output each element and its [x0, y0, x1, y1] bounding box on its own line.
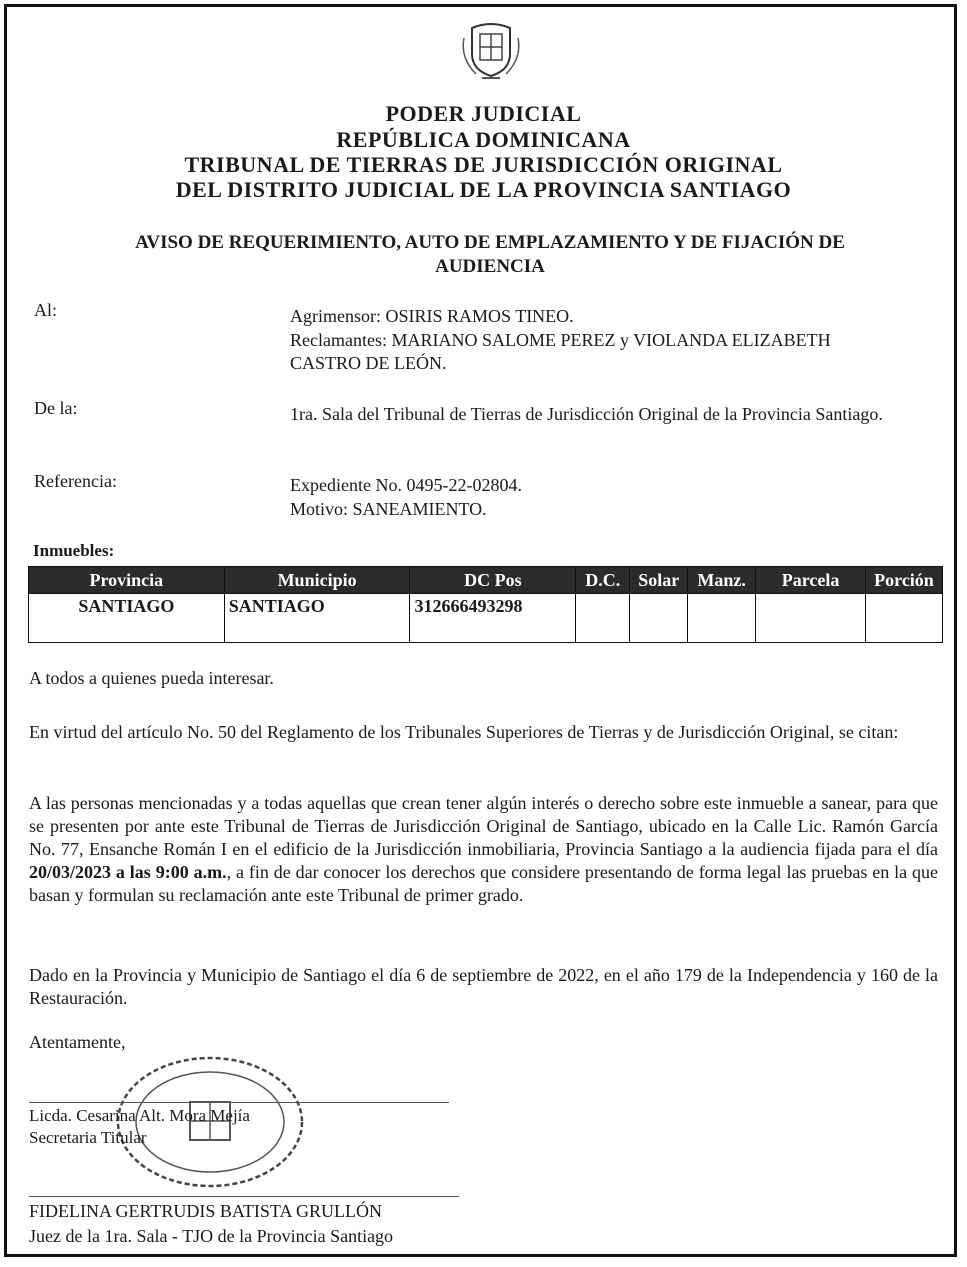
col-header-dc-pos: DC Pos [410, 567, 576, 594]
al-claimants-cont: CASTRO DE LEÓN. [290, 353, 447, 373]
col-header-provincia: Provincia [29, 567, 225, 594]
secretary-signature-line [29, 1102, 449, 1103]
cell-parcela [756, 594, 866, 643]
closing: Atentamente, [29, 1032, 126, 1052]
judge-title: Juez de la 1ra. Sala - TJO de la Provincia Santiago [29, 1226, 394, 1246]
cell-solar [630, 594, 688, 643]
cell-dc-pos: 312666493298 [410, 594, 576, 643]
cell-dc [576, 594, 630, 643]
al-surveyor: Agrimensor: OSIRIS RAMOS TINEO. [290, 306, 574, 326]
de-la-text: 1ra. Sala del Tribunal de Tierras de Jurisdicción Original de la Provincia Santiago. [290, 404, 883, 424]
judge-name: FIDELINA GERTRUDIS BATISTA GRULLÓN [29, 1201, 382, 1221]
cell-porcion [865, 594, 942, 643]
secretary-title: Secretaria Titular [29, 1128, 147, 1147]
header-line-2: REPÚBLICA DOMINICANA [336, 127, 631, 152]
cell-municipio: SANTIAGO [224, 594, 410, 643]
salutation-paragraph: A todos a quienes pueda interesar. [29, 668, 274, 688]
cell-provincia: SANTIAGO [29, 594, 225, 643]
judge-signature-line [29, 1196, 459, 1197]
col-header-solar: Solar [630, 567, 688, 594]
property-table [28, 566, 943, 643]
header-line-1: PODER JUDICIAL [385, 101, 582, 126]
header-line-4: DEL DISTRITO JUDICIAL DE LA PROVINCIA SANTIAGO [175, 177, 792, 202]
article-paragraph: En virtud del artículo No. 50 del Reglamento de los Tribunales Superiores de Tierras y de Jurisdicción Original, se citan: [29, 722, 899, 742]
al-label: Al: [34, 300, 58, 320]
col-header-municipio: Municipio [224, 567, 410, 594]
secretary-name: Licda. Cesarina Alt. Mora Mejía [29, 1106, 250, 1125]
referencia-label: Referencia: [34, 471, 117, 491]
notice-title-line-2: AUDIENCIA [435, 256, 545, 277]
expediente-number: Expediente No. 0495-22-02804. [290, 475, 522, 495]
notice-title-line-1: AVISO DE REQUERIMIENTO, AUTO DE EMPLAZAMIENTO Y DE FIJACIÓN DE [135, 232, 845, 253]
col-header-dc: D.C. [576, 567, 630, 594]
summons-paragraph [29, 792, 938, 907]
dated-paragraph: Dado en la Provincia y Municipio de Santiago el día 6 de septiembre de 2022, en el año 179 de la Independencia y 160 de la Restauración. [29, 965, 938, 1008]
coat-of-arms-icon [458, 18, 524, 84]
de-la-label: De la: [34, 398, 78, 418]
al-claimants: Reclamantes: MARIANO SALOME PEREZ y VIOLANDA ELIZABETH [290, 330, 831, 350]
col-header-porcion: Porción [865, 567, 942, 594]
header-line-3: TRIBUNAL DE TIERRAS DE JURISDICCIÓN ORIGINAL [184, 152, 783, 177]
col-header-parcela: Parcela [756, 567, 866, 594]
summons-text-start: A las personas mencionadas y a todas aquellas que crean tener algún interés o derecho sobre este inmueble a sanear, para que se presenten por ante este Tribunal de Tierras de Jurisdicción Original de Santiago, ubicado en la Calle Lic. Ramón García No. 77, Ensanche Román I en el edificio de la Jurisdicción inmobiliaria, Provincia Santiago a la audiencia fijada para el día [29, 793, 938, 859]
hearing-date: 20/03/2023 a las 9:00 a.m. [29, 862, 227, 882]
summons-text-end: , a fin de dar conocer los derechos que considere presentando de forma legal las pruebas en la que basan y formulan su reclamación ante este Tribunal de primer grado. [29, 862, 938, 905]
table-header-row [29, 567, 943, 594]
col-header-manzana: Manz. [688, 567, 756, 594]
table-row [29, 594, 943, 643]
inmuebles-label: Inmuebles: [33, 541, 115, 560]
cell-manzana [688, 594, 756, 643]
motivo: Motivo: SANEAMIENTO. [290, 499, 487, 519]
